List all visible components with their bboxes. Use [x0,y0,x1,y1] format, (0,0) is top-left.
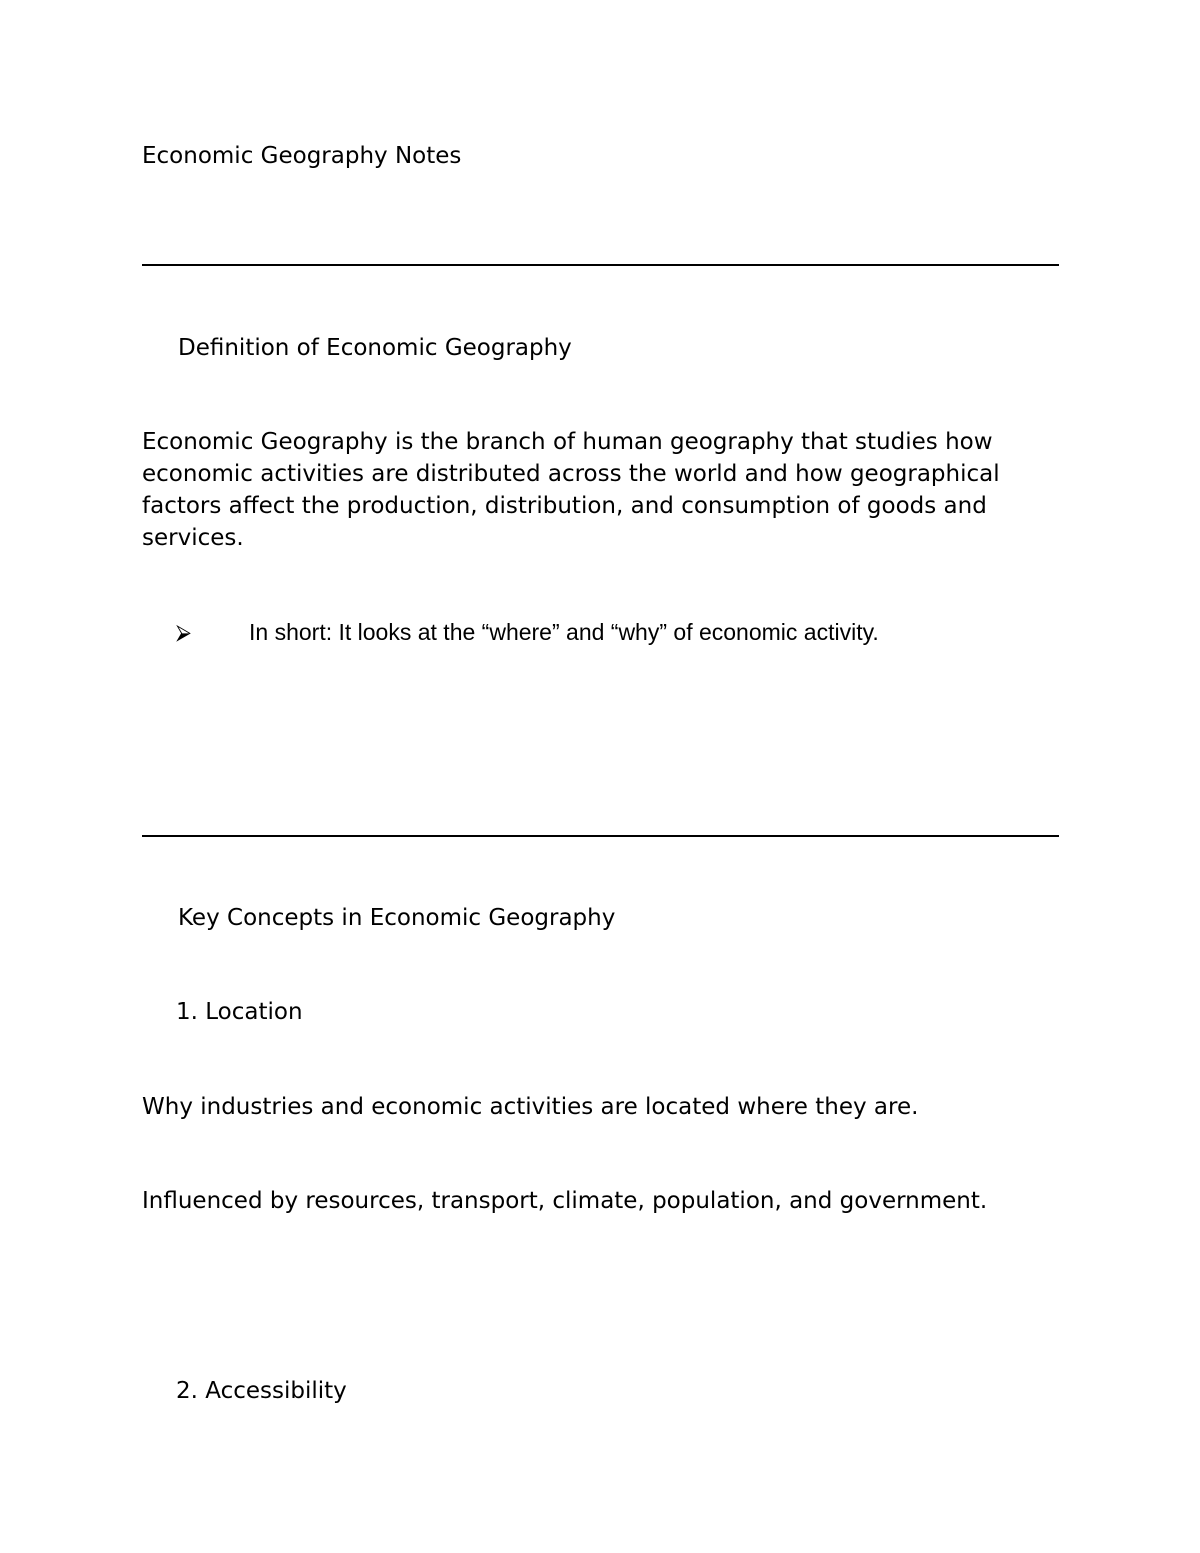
horizontal-divider [142,264,1059,266]
paragraph-line: Economic Geography is the branch of human geography that studies how [142,429,993,455]
document-title: Economic Geography Notes [142,143,462,169]
section-heading-definition: Definition of Economic Geography [178,335,572,361]
list-item-location-label: 1. Location [176,999,303,1025]
location-description: Why industries and economic activities are located where they are. [142,1094,919,1120]
paragraph-line: economic activities are distributed across the world and how geographical [142,461,1000,487]
paragraph-line: factors affect the production, distribution, and consumption of goods and [142,493,987,519]
definition-paragraph [142,426,1042,554]
horizontal-divider [142,835,1059,837]
section-heading-key-concepts: Key Concepts in Economic Geography [178,905,616,931]
arrow-bullet-icon: ⮚ [176,620,191,644]
list-item-accessibility-label: 2. Accessibility [176,1378,347,1404]
in-short-bullet-text: In short: It looks at the “where” and “why” of economic activity. [249,619,879,645]
location-influences: Influenced by resources, transport, climate, population, and government. [142,1188,988,1214]
paragraph-line: services. [142,525,244,551]
